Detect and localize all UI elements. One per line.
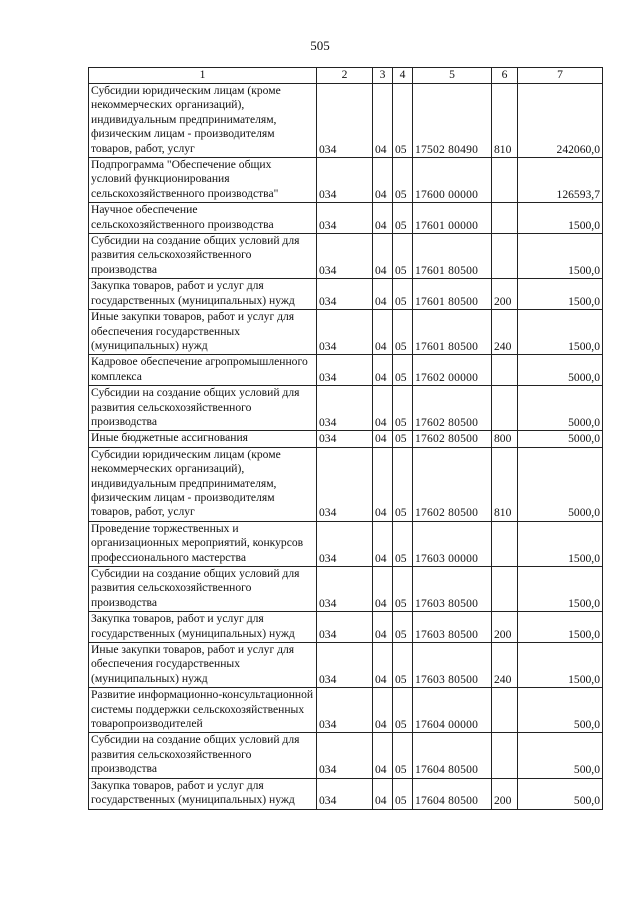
subsection-code: 05: [393, 733, 413, 778]
ministry-code: 034: [317, 431, 373, 447]
amount: 5000,0: [518, 431, 603, 447]
ministry-code: 034: [317, 234, 373, 279]
amount: 1500,0: [518, 234, 603, 279]
table-row: [89, 688, 603, 733]
table-row: [89, 447, 603, 521]
ministry-code: 034: [317, 279, 373, 310]
expense-type-code: [492, 355, 518, 386]
expense-type-code: [492, 234, 518, 279]
column-header: 7: [518, 68, 603, 84]
target-article-code: 17603 80500: [413, 643, 492, 688]
item-name: Развитие информационно-консультационной системы поддержки сельскохозяйственных товаропроизводителей: [89, 688, 317, 733]
item-name: Научное обеспечение сельскохозяйственного производства: [89, 203, 317, 234]
table-row: [89, 733, 603, 778]
column-header: 4: [393, 68, 413, 84]
item-name: Кадровое обеспечение агропромышленного комплекса: [89, 355, 317, 386]
amount: 500,0: [518, 733, 603, 778]
expense-type-code: 240: [492, 310, 518, 355]
amount: 1500,0: [518, 521, 603, 566]
amount: 500,0: [518, 778, 603, 809]
subsection-code: 05: [393, 158, 413, 203]
subsection-code: 05: [393, 355, 413, 386]
section-code: 04: [373, 431, 393, 447]
expense-type-code: [492, 688, 518, 733]
amount: 1500,0: [518, 310, 603, 355]
expense-type-code: [492, 521, 518, 566]
section-code: 04: [373, 778, 393, 809]
table-row: [89, 158, 603, 203]
item-name: Субсидии юридическим лицам (кроме некоммерческих организаций), индивидуальным предпринимателям, физическим лицам - производителям товаров, работ, услуг: [89, 84, 317, 158]
item-name: Иные закупки товаров, работ и услуг для обеспечения государственных (муниципальных) нужд: [89, 643, 317, 688]
subsection-code: 05: [393, 447, 413, 521]
table-row: [89, 234, 603, 279]
amount: 1500,0: [518, 279, 603, 310]
section-code: 04: [373, 733, 393, 778]
column-header: 6: [492, 68, 518, 84]
subsection-code: 05: [393, 612, 413, 643]
item-name: Субсидии юридическим лицам (кроме некоммерческих организаций), индивидуальным предпринимателям, физическим лицам - производителям товаров, работ, услуг: [89, 447, 317, 521]
amount: 5000,0: [518, 447, 603, 521]
target-article-code: 17604 00000: [413, 688, 492, 733]
table-row: [89, 431, 603, 447]
amount: 1500,0: [518, 567, 603, 612]
expense-type-code: [492, 733, 518, 778]
expense-type-code: 240: [492, 643, 518, 688]
column-header: 2: [317, 68, 373, 84]
item-name: Субсидии на создание общих условий для развития сельскохозяйственного производства: [89, 733, 317, 778]
expense-type-code: 200: [492, 279, 518, 310]
ministry-code: 034: [317, 612, 373, 643]
target-article-code: 17603 80500: [413, 612, 492, 643]
section-code: 04: [373, 310, 393, 355]
section-code: 04: [373, 386, 393, 431]
amount: 5000,0: [518, 386, 603, 431]
table-row: [89, 279, 603, 310]
target-article-code: 17502 80490: [413, 84, 492, 158]
expense-type-code: [492, 203, 518, 234]
subsection-code: 05: [393, 234, 413, 279]
target-article-code: 17600 00000: [413, 158, 492, 203]
amount: 126593,7: [518, 158, 603, 203]
ministry-code: 034: [317, 521, 373, 566]
ministry-code: 034: [317, 355, 373, 386]
amount: 1500,0: [518, 643, 603, 688]
subsection-code: 05: [393, 310, 413, 355]
subsection-code: 05: [393, 386, 413, 431]
target-article-code: 17602 00000: [413, 355, 492, 386]
item-name: Субсидии на создание общих условий для развития сельскохозяйственного производства: [89, 234, 317, 279]
expense-type-code: 810: [492, 447, 518, 521]
expense-type-code: [492, 158, 518, 203]
expense-type-code: 810: [492, 84, 518, 158]
expense-type-code: 200: [492, 612, 518, 643]
table-row: [89, 521, 603, 566]
expense-type-code: 200: [492, 778, 518, 809]
table-row: [89, 203, 603, 234]
table-row: [89, 84, 603, 158]
ministry-code: 034: [317, 778, 373, 809]
section-code: 04: [373, 203, 393, 234]
section-code: 04: [373, 279, 393, 310]
table-row: [89, 567, 603, 612]
ministry-code: 034: [317, 158, 373, 203]
section-code: 04: [373, 234, 393, 279]
table-row: [89, 612, 603, 643]
section-code: 04: [373, 158, 393, 203]
subsection-code: 05: [393, 84, 413, 158]
subsection-code: 05: [393, 521, 413, 566]
item-name: Подпрограмма "Обеспечение общих условий функционирования сельскохозяйственного производства": [89, 158, 317, 203]
section-code: 04: [373, 355, 393, 386]
table-row: [89, 355, 603, 386]
target-article-code: 17604 80500: [413, 778, 492, 809]
column-header: 3: [373, 68, 393, 84]
expense-type-code: [492, 386, 518, 431]
target-article-code: 17601 80500: [413, 234, 492, 279]
section-code: 04: [373, 612, 393, 643]
column-header: 5: [413, 68, 492, 84]
table-row: [89, 778, 603, 809]
table-row: [89, 643, 603, 688]
section-code: 04: [373, 521, 393, 566]
subsection-code: 05: [393, 431, 413, 447]
target-article-code: 17602 80500: [413, 386, 492, 431]
table-row: [89, 310, 603, 355]
item-name: Иные закупки товаров, работ и услуг для обеспечения государственных (муниципальных) нужд: [89, 310, 317, 355]
target-article-code: 17603 00000: [413, 521, 492, 566]
target-article-code: 17602 80500: [413, 447, 492, 521]
subsection-code: 05: [393, 203, 413, 234]
page-number: 505: [310, 38, 330, 53]
budget-table: [88, 67, 603, 810]
ministry-code: 034: [317, 447, 373, 521]
ministry-code: 034: [317, 643, 373, 688]
ministry-code: 034: [317, 386, 373, 431]
item-name: Закупка товаров, работ и услуг для государственных (муниципальных) нужд: [89, 778, 317, 809]
item-name: Иные бюджетные ассигнования: [89, 431, 317, 447]
ministry-code: 034: [317, 84, 373, 158]
target-article-code: 17604 80500: [413, 733, 492, 778]
ministry-code: 034: [317, 567, 373, 612]
amount: 500,0: [518, 688, 603, 733]
column-header: 1: [89, 68, 317, 84]
section-code: 04: [373, 447, 393, 521]
section-code: 04: [373, 688, 393, 733]
section-code: 04: [373, 567, 393, 612]
target-article-code: 17602 80500: [413, 431, 492, 447]
expense-type-code: [492, 567, 518, 612]
item-name: Субсидии на создание общих условий для развития сельскохозяйственного производства: [89, 567, 317, 612]
subsection-code: 05: [393, 567, 413, 612]
amount: 242060,0: [518, 84, 603, 158]
ministry-code: 034: [317, 688, 373, 733]
target-article-code: 17601 80500: [413, 279, 492, 310]
ministry-code: 034: [317, 733, 373, 778]
amount: 1500,0: [518, 203, 603, 234]
ministry-code: 034: [317, 203, 373, 234]
item-name: Субсидии на создание общих условий для развития сельскохозяйственного производства: [89, 386, 317, 431]
target-article-code: 17601 80500: [413, 310, 492, 355]
subsection-code: 05: [393, 643, 413, 688]
item-name: Закупка товаров, работ и услуг для государственных (муниципальных) нужд: [89, 612, 317, 643]
table-row: [89, 386, 603, 431]
amount: 5000,0: [518, 355, 603, 386]
item-name: Проведение торжественных и организационных мероприятий, конкурсов профессионального мастерства: [89, 521, 317, 566]
section-code: 04: [373, 643, 393, 688]
subsection-code: 05: [393, 279, 413, 310]
ministry-code: 034: [317, 310, 373, 355]
target-article-code: 17603 80500: [413, 567, 492, 612]
subsection-code: 05: [393, 778, 413, 809]
section-code: 04: [373, 84, 393, 158]
header-row: [89, 68, 603, 84]
item-name: Закупка товаров, работ и услуг для государственных (муниципальных) нужд: [89, 279, 317, 310]
subsection-code: 05: [393, 688, 413, 733]
amount: 1500,0: [518, 612, 603, 643]
expense-type-code: 800: [492, 431, 518, 447]
target-article-code: 17601 00000: [413, 203, 492, 234]
